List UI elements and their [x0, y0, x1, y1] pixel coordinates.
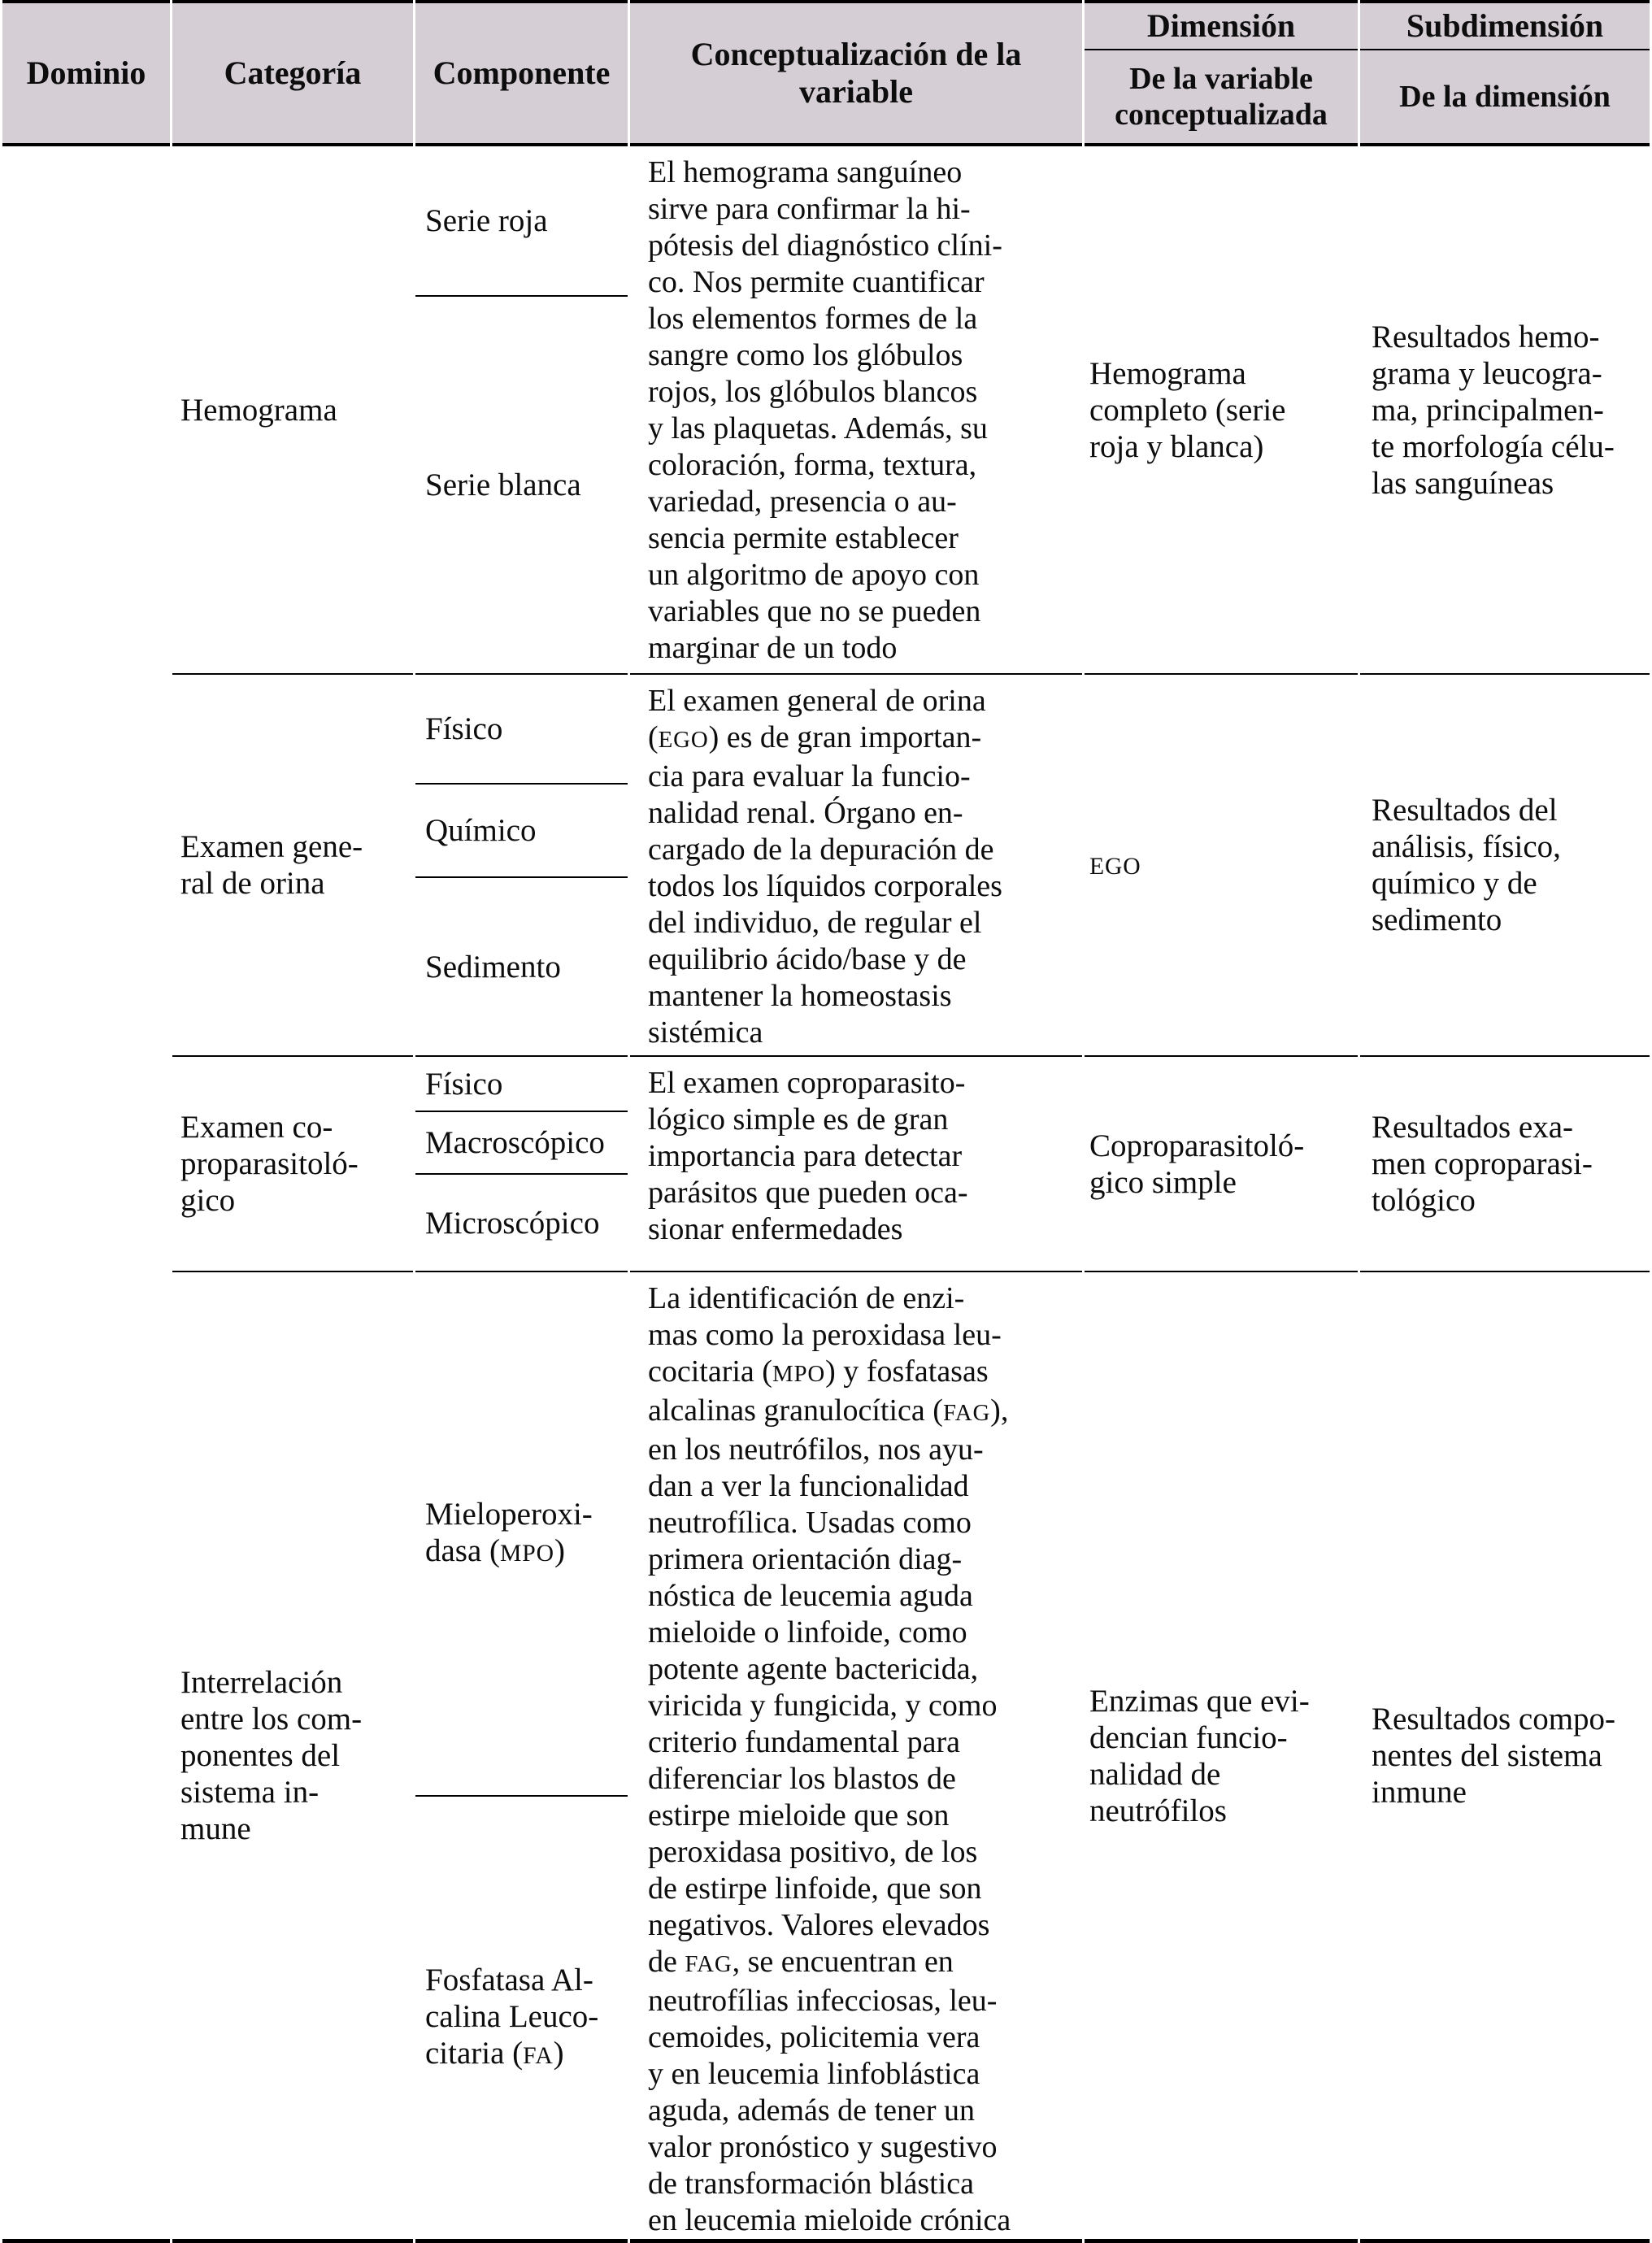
- section2-dominio-cell: [2, 675, 170, 1057]
- section4-subdimension-cell: Resultados compo- nentes del sistema inmune: [1360, 1272, 1650, 2243]
- section1-conceptualizacion-cell: El hemograma sanguíneo sirve para confirmar la hi- pótesis del diagnóstico clíni- co. Nos permite cuantificar los elementos formes de la sangre como los glóbulos rojos, los glóbulos blancos y las plaquetas. Además, su coloración, forma, textura, variedad, presencia o au- sencia permite establecer un algoritmo de apoyo con variables que no se pueden marginar de un todo: [630, 146, 1082, 675]
- section1-componente-serie-roja-cell: Serie roja: [415, 146, 628, 297]
- header-subcell-de-la-variable: De la variable conceptualizada: [1085, 50, 1358, 146]
- header-cell-categoria: Categoría: [172, 0, 413, 146]
- header-cell-conceptualizacion: Conceptualización de la variable: [630, 0, 1082, 146]
- section2-componente-sedimento-cell: Sedimento: [415, 878, 628, 1057]
- section2-subdimension-cell: Resultados del análisis, físico, químico y de sedimento: [1360, 675, 1650, 1057]
- section4-componente-mieloperoxidasa-cell: Mieloperoxi- dasa (MPO): [415, 1272, 628, 1797]
- section4-dominio-cell: [2, 1272, 170, 2243]
- section1-dominio-cell: [2, 146, 170, 675]
- section3-componente-macroscopico-cell: Macroscópico: [415, 1112, 628, 1175]
- header-subcell-de-la-dimension: De la dimensión: [1360, 50, 1650, 146]
- section2-dimension-cell: EGO: [1085, 675, 1358, 1057]
- header-cell-subdimension: Subdimensión: [1360, 0, 1650, 50]
- section2-componente-quimico-cell: Químico: [415, 785, 628, 878]
- section1-dimension-cell: Hemograma completo (serie roja y blanca): [1085, 146, 1358, 675]
- section1-subdimension-cell: Resultados hemo- grama y leucogra- ma, principalmen- te morfología célu- las sanguíneas: [1360, 146, 1650, 675]
- section3-dimension-cell: Coproparasitoló- gico simple: [1085, 1057, 1358, 1272]
- section3-categoria-cell: Examen co- proparasitoló- gico: [172, 1057, 413, 1272]
- section2-conceptualizacion-cell: El examen general de orina (EGO) es de gran importan- cia para evaluar la funcio- nalidad renal. Órgano en- cargado de la depuración de todos los líquidos corporales del individuo, de regular el equilibrio ácido/base y de mantener la homeostasis sistémica: [630, 675, 1082, 1057]
- section4-componente-fosfatasa-cell: Fosfatasa Al- calina Leuco- citaria (FA): [415, 1797, 628, 2243]
- section2-componente-fisico-cell: Físico: [415, 675, 628, 785]
- section3-componente-fisico-cell: Físico: [415, 1057, 628, 1112]
- section3-componente-microscopico-cell: Microscópico: [415, 1175, 628, 1272]
- section2-categoria-cell: Examen gene- ral de orina: [172, 675, 413, 1057]
- section3-dominio-cell: [2, 1057, 170, 1272]
- section4-conceptualizacion-cell: La identificación de enzi- mas como la peroxidasa leu- cocitaria (MPO) y fosfatasas alcalinas granulocítica (FAG), en los neutrófilos, nos ayu- dan a ver la funcionalidad neutrofílica. Usadas como primera orientación diag- nóstica de leucemia aguda mieloide o linfoide, como potente agente bactericida, viricida y fungicida, y como criterio fundamental para diferenciar los blastos de estirpe mieloide que son peroxidasa positivo, de los de estirpe linfoide, que son negativos. Valores elevados de FAG, se encuentran en neutrofílias infecciosas, leu- cemoides, policitemia vera y en leucemia linfoblástica aguda, además de tener un valor pronóstico y sugestivo de transformación blástica en leucemia mieloide crónica: [630, 1272, 1082, 2243]
- header-cell-dimension: Dimensión: [1085, 0, 1358, 50]
- section3-subdimension-cell: Resultados exa- men coproparasi- tológico: [1360, 1057, 1650, 1272]
- header-cell-dominio: Dominio: [2, 0, 170, 146]
- section1-categoria-cell: Hemograma: [172, 146, 413, 675]
- section1-componente-serie-blanca-cell: Serie blanca: [415, 297, 628, 675]
- section3-conceptualizacion-cell: El examen coproparasito- lógico simple es de gran importancia para detectar parásitos que pueden oca- sionar enfermedades: [630, 1057, 1082, 1272]
- section4-categoria-cell: Interrelación entre los com- ponentes del sistema in- mune: [172, 1272, 413, 2243]
- header-cell-componente: Componente: [415, 0, 628, 146]
- section4-dimension-cell: Enzimas que evi- dencian funcio- nalidad de neutrófilos: [1085, 1272, 1358, 2243]
